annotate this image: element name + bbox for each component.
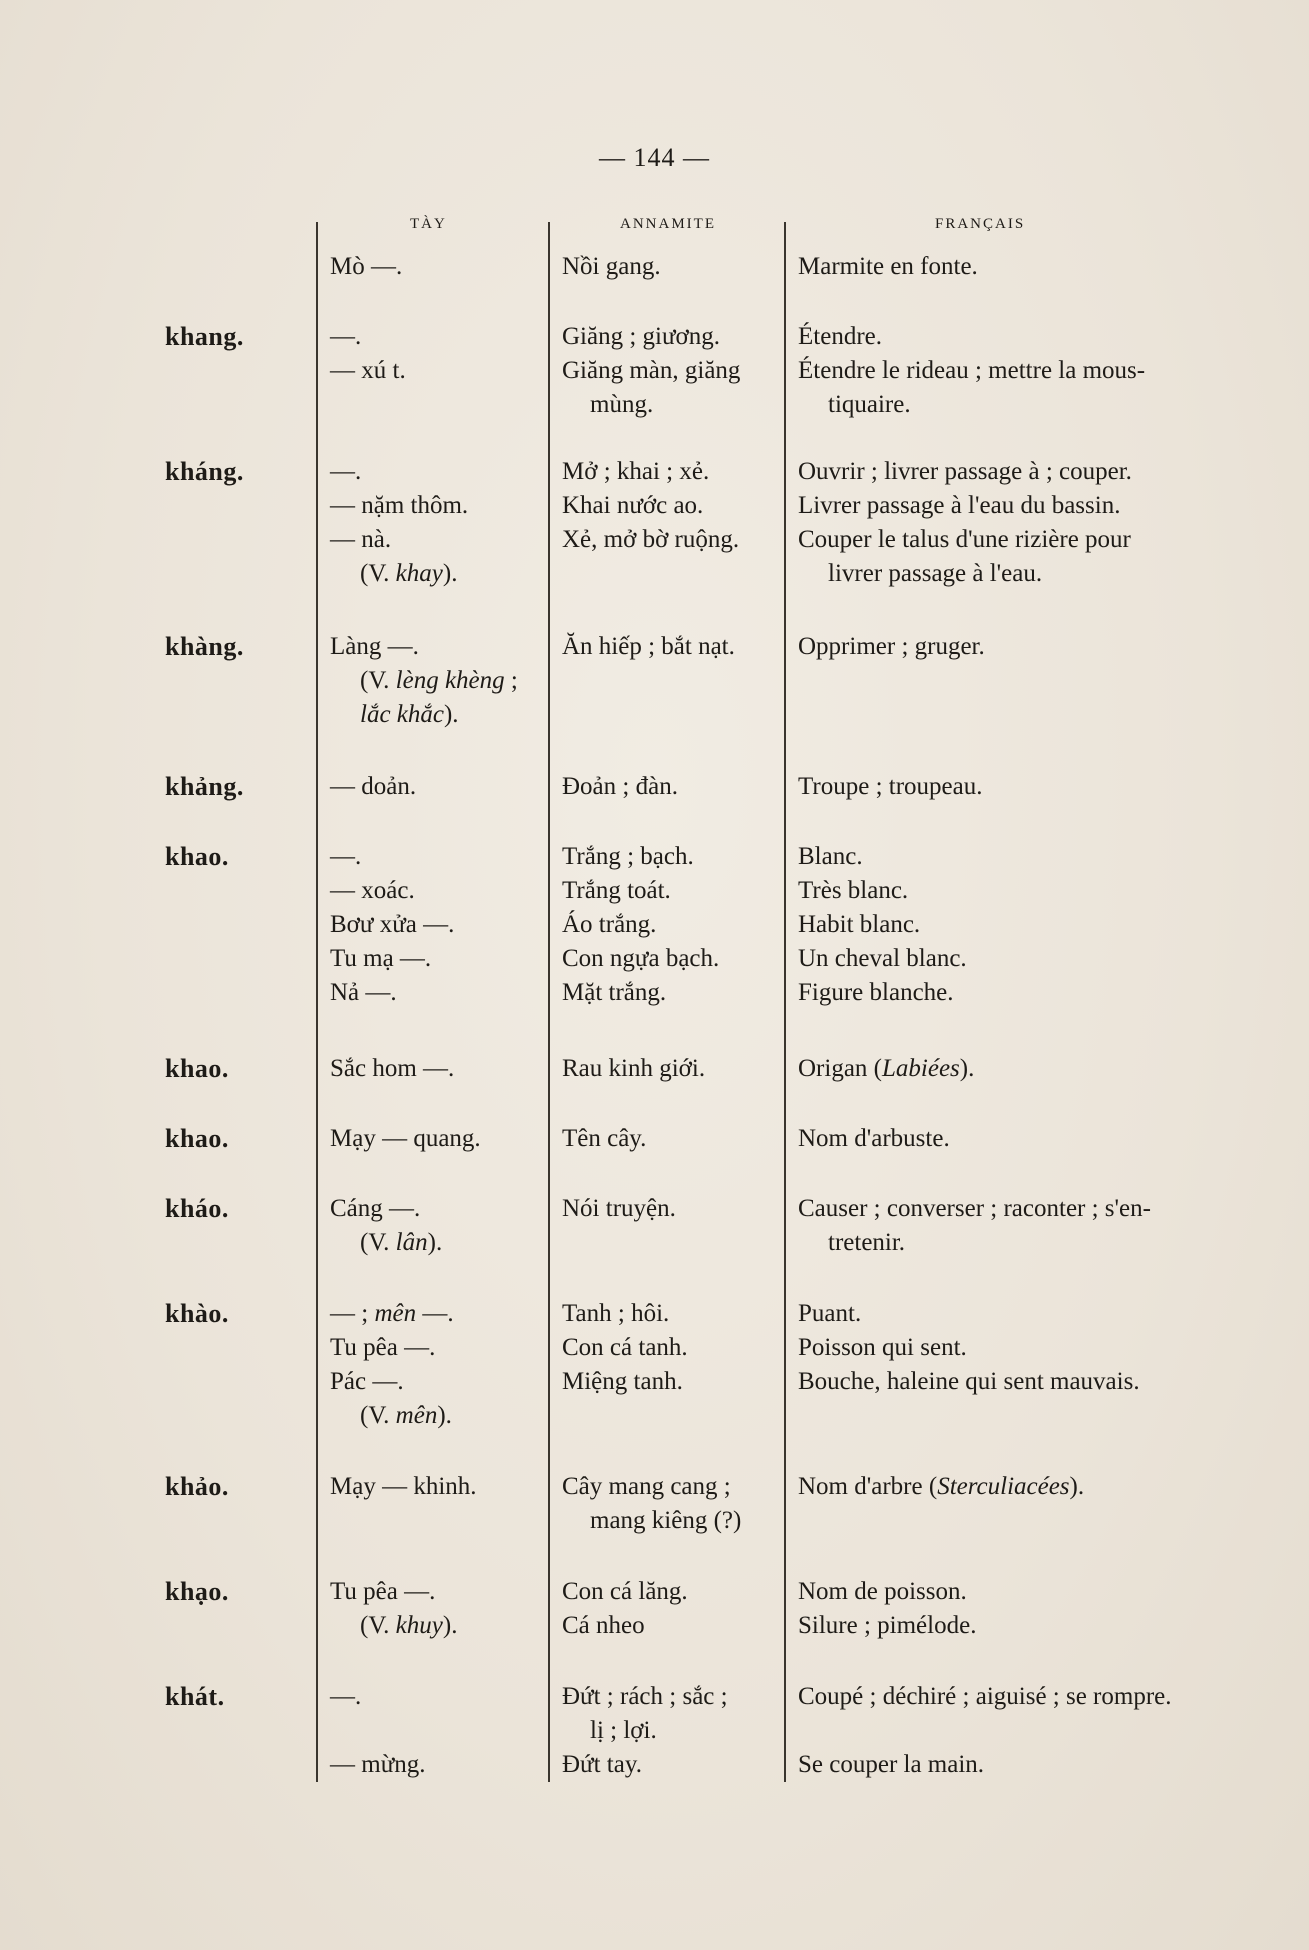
column-header-tay: TÀY: [410, 216, 447, 232]
text-line: Giăng ; giương.: [562, 323, 721, 350]
text-line: — nà.: [330, 526, 392, 553]
text-line: Mạy — quang.: [330, 1125, 481, 1152]
text-line: Rau kinh giới.: [562, 1055, 706, 1082]
text-line: Mò —.: [330, 253, 403, 280]
entry-headword: khào.: [165, 1299, 229, 1328]
text-line: livrer passage à l'eau.: [828, 560, 1043, 587]
francais-text: [798, 1122, 1238, 1156]
text-line: (V. lân).: [360, 1229, 443, 1256]
text-line: Nom de poisson.: [798, 1578, 967, 1605]
text-line: Origan (Labiées).: [798, 1055, 975, 1082]
annamite-text: [562, 1052, 780, 1086]
text-line: Ăn hiếp ; bắt nạt.: [562, 633, 735, 660]
text-line: Tên cây.: [562, 1125, 647, 1152]
tay-text: [330, 1680, 540, 1782]
text-line: Mặt trắng.: [562, 979, 667, 1006]
text-line: Cáng —.: [330, 1195, 421, 1222]
text-line: — doản.: [330, 773, 417, 800]
text-line: Khai nước ao.: [562, 492, 704, 519]
text-line: Cá nheo: [562, 1612, 645, 1639]
text-line: Đứt tay.: [562, 1751, 642, 1778]
tay-text: [330, 1575, 540, 1643]
text-line: Bouche, haleine qui sent mauvais.: [798, 1368, 1140, 1395]
francais-text: [798, 250, 1238, 284]
francais-text: [798, 840, 1238, 1010]
annamite-text: [562, 770, 780, 804]
text-line: Cây mang cang ;: [562, 1473, 731, 1500]
francais-text: [798, 1575, 1238, 1643]
text-line: Nom d'arbuste.: [798, 1125, 950, 1152]
text-line: Tu pêa —.: [330, 1578, 436, 1605]
text-line: Trắng toát.: [562, 877, 671, 904]
francais-text: [798, 320, 1238, 422]
entry-headword: khao.: [165, 1124, 229, 1153]
text-line: tiquaire.: [828, 391, 911, 418]
text-line: Couper le talus d'une rizière pour: [798, 526, 1131, 553]
text-line: Đứt ; rách ; sắc ;: [562, 1683, 728, 1710]
text-line: Làng —.: [330, 633, 419, 660]
entry-headword: khảo.: [165, 1472, 229, 1501]
entry-headword: khàng.: [165, 632, 244, 661]
tay-text: [330, 630, 540, 732]
text-line: tretenir.: [828, 1229, 906, 1256]
column-divider-2: [548, 222, 550, 1782]
text-line: Ouvrir ; livrer passage à ; couper.: [798, 458, 1132, 485]
text-line: — ; mên —.: [330, 1300, 454, 1327]
text-line: — xoác.: [330, 877, 415, 904]
text-line: Opprimer ; gruger.: [798, 633, 985, 660]
text-line: Livrer passage à l'eau du bassin.: [798, 492, 1121, 519]
text-line: Sắc hom —.: [330, 1055, 455, 1082]
text-line: Tanh ; hôi.: [562, 1300, 670, 1327]
text-line: — mừng.: [330, 1751, 426, 1778]
text-line: Mạy — khinh.: [330, 1473, 477, 1500]
text-line: Đoản ; đàn.: [562, 773, 678, 800]
francais-text: [798, 1470, 1238, 1504]
annamite-text: [562, 320, 780, 422]
annamite-text: [562, 840, 780, 1010]
annamite-text: [562, 1680, 780, 1782]
tay-text: [330, 1470, 540, 1504]
text-line: Nả —.: [330, 979, 397, 1006]
text-line: [330, 1714, 540, 1748]
text-line: Habit blanc.: [798, 911, 921, 938]
text-line: Blanc.: [798, 843, 863, 870]
column-divider-3: [784, 222, 786, 1782]
text-line: Con ngựa bạch.: [562, 945, 720, 972]
entry-headword: khang.: [165, 322, 244, 351]
text-line: (V. khuy).: [360, 1612, 458, 1639]
annamite-text: [562, 1470, 780, 1538]
text-line: —.: [330, 323, 362, 350]
entry-headword: kháo.: [165, 1194, 229, 1223]
entry-headword: khát.: [165, 1682, 225, 1711]
annamite-text: [562, 630, 780, 664]
francais-text: [798, 630, 1238, 664]
entry-headword: khao.: [165, 842, 229, 871]
text-line: Tu mạ —.: [330, 945, 432, 972]
tay-text: [330, 250, 540, 284]
entry-headword: khạo.: [165, 1577, 229, 1606]
text-line: — nặm thôm.: [330, 492, 469, 519]
francais-text: [798, 1297, 1238, 1399]
annamite-text: [562, 1122, 780, 1156]
text-line: Áo trắng.: [562, 911, 657, 938]
text-line: Nói truyện.: [562, 1195, 676, 1222]
text-line: Étendre le rideau ; mettre la mous-: [798, 357, 1146, 384]
text-line: lị ; lợi.: [590, 1717, 657, 1744]
tay-text: [330, 320, 540, 388]
text-line: Étendre.: [798, 323, 882, 350]
tay-text: [330, 840, 540, 1010]
annamite-text: [562, 1297, 780, 1399]
text-line: Coupé ; déchiré ; aiguisé ; se rompre.: [798, 1683, 1172, 1710]
text-line: lắc khắc).: [360, 701, 459, 728]
text-line: Poisson qui sent.: [798, 1334, 967, 1361]
annamite-text: [562, 1575, 780, 1643]
text-line: Très blanc.: [798, 877, 909, 904]
tay-text: [330, 1297, 540, 1433]
text-line: Trắng ; bạch.: [562, 843, 694, 870]
francais-text: [798, 1680, 1238, 1782]
annamite-text: [562, 1192, 780, 1226]
text-line: Pác —.: [330, 1368, 404, 1395]
text-line: Figure blanche.: [798, 979, 954, 1006]
column-header-francais: FRANÇAIS: [935, 216, 1026, 232]
text-line: Con cá lăng.: [562, 1578, 688, 1605]
text-line: — xú t.: [330, 357, 406, 384]
text-line: Con cá tanh.: [562, 1334, 688, 1361]
tay-text: [330, 770, 540, 804]
annamite-text: [562, 250, 780, 284]
francais-text: [798, 455, 1238, 591]
text-line: —.: [330, 843, 362, 870]
column-header-annamite: ANNAMITE: [620, 216, 716, 232]
annamite-text: [562, 455, 780, 557]
entry-headword: kháng.: [165, 457, 244, 486]
text-line: Causer ; converser ; raconter ; s'en-: [798, 1195, 1151, 1222]
text-line: —.: [330, 458, 362, 485]
text-line: (V. lèng khèng ;: [360, 667, 518, 694]
text-line: Giăng màn, giăng: [562, 357, 741, 384]
text-line: Silure ; pimélode.: [798, 1612, 977, 1639]
francais-text: [798, 1192, 1238, 1260]
text-line: mùng.: [590, 391, 654, 418]
entry-headword: khao.: [165, 1054, 229, 1083]
text-line: Un cheval blanc.: [798, 945, 967, 972]
text-line: Bơư xửa —.: [330, 911, 455, 938]
tay-text: [330, 1122, 540, 1156]
text-line: Puant.: [798, 1300, 862, 1327]
text-line: Nom d'arbre (Sterculiacées).: [798, 1473, 1085, 1500]
column-divider-1: [316, 222, 318, 1782]
page-number: — 144 —: [599, 143, 710, 172]
text-line: [798, 1714, 1238, 1748]
tay-text: [330, 1052, 540, 1086]
text-line: —.: [330, 1683, 362, 1710]
text-line: Miệng tanh.: [562, 1368, 683, 1395]
text-line: (V. khay).: [360, 560, 458, 587]
text-line: Tu pêa —.: [330, 1334, 436, 1361]
entry-headword: khảng.: [165, 772, 244, 801]
text-line: Mở ; khai ; xẻ.: [562, 458, 710, 485]
text-line: Nồi gang.: [562, 253, 661, 280]
francais-text: [798, 1052, 1238, 1086]
text-line: mang kiêng (?): [590, 1507, 742, 1534]
text-line: Troupe ; troupeau.: [798, 773, 983, 800]
tay-text: [330, 1192, 540, 1260]
text-line: (V. mên).: [360, 1402, 452, 1429]
text-line: Marmite en fonte.: [798, 253, 978, 280]
francais-text: [798, 770, 1238, 804]
tay-text: [330, 455, 540, 591]
text-line: Xẻ, mở bờ ruộng.: [562, 526, 740, 553]
text-line: Se couper la main.: [798, 1751, 985, 1778]
